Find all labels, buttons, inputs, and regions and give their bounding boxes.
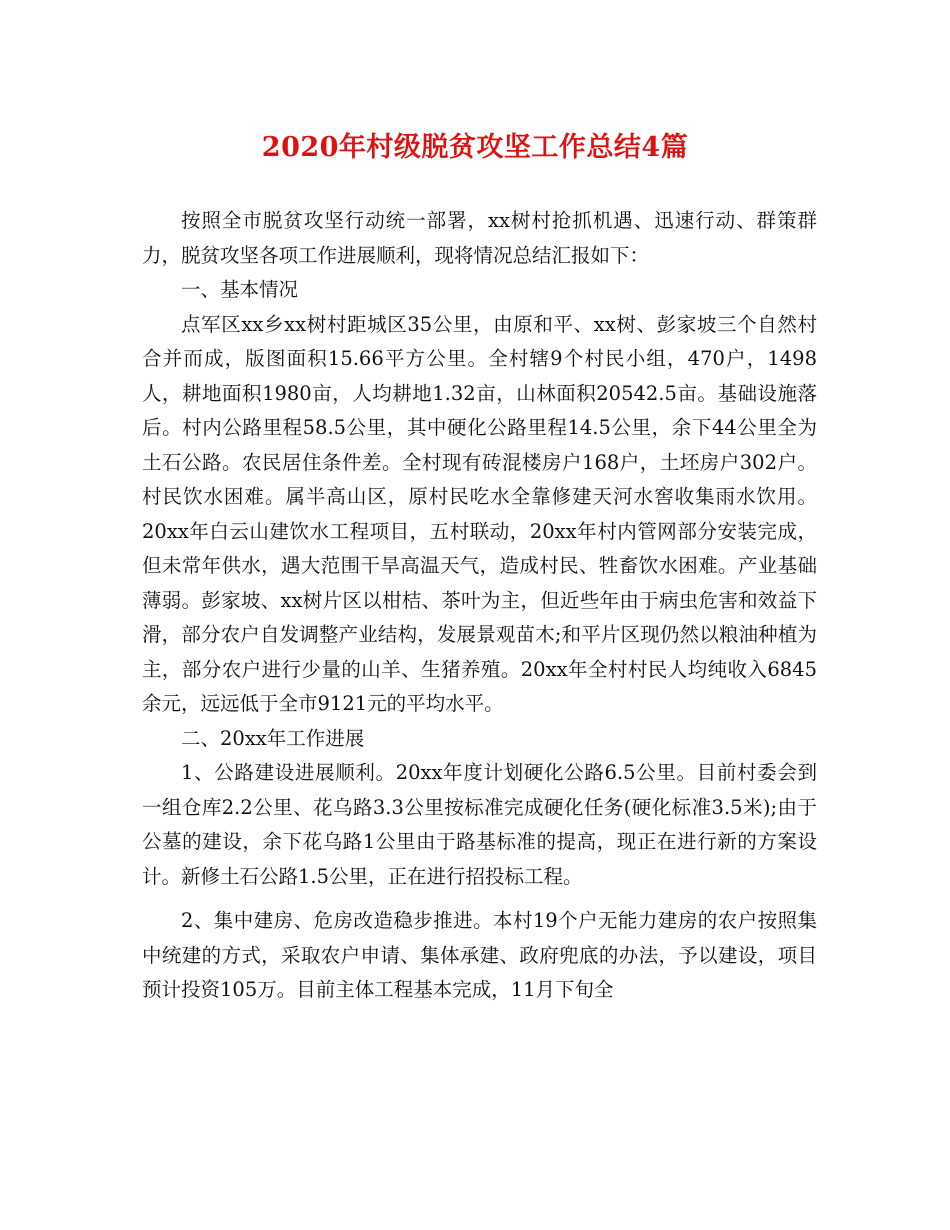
housing-paragraph: 2、集中建房、危房改造稳步推进。本村19个户无能力建房的农户按照集中统建的方式，采取农户申请、集体承建、政府兜底的办法，予以建设，项目预计投资105万。目前主体工程基本完成，11月下旬全 bbox=[142, 909, 817, 1001]
intro-paragraph: 按照全市脱贫攻坚行动统一部署，xx树村抢抓机遇、迅速行动、群策群力，脱贫攻坚各项工作进展顺利，现将情况总结汇报如下： bbox=[142, 209, 817, 267]
section-heading-basic-situation: 一、基本情况 bbox=[181, 278, 299, 301]
document-title: 2020年村级脱贫攻坚工作总结4篇 bbox=[261, 132, 689, 163]
document-body bbox=[142, 204, 817, 1008]
basic-situation-paragraph: 点军区xx乡xx树村距城区35公里，由原和平、xx树、彭家坡三个自然村合并而成，版图面积15.66平方公里。全村辖9个村民小组，470户，1498人，耕地面积1980亩，人均耕地1.32亩，山林面积20542.5亩。基础设施落后。村内公路里程58.5公里，其中硬化公路里程14.5公里，余下44公里全为土石公路。农民居住条件差。全村现有砖混楼房户168户，土坯房户302户。村民饮水困难。属半高山区，原村民吃水全靠修建天河水窖收集雨水饮用。20xx年白云山建饮水工程项目，五村联动，20xx年村内管网部分安装完成，但未常年供水，遇大范围干旱高温天气，造成村民、牲畜饮水困难。产业基础薄弱。彭家坡、xx树片区以柑桔、茶叶为主，但近些年由于病虫危害和效益下滑，部分农户自发调整产业结构，发展景观苗木;和平片区现仍然以粮油种植为主，部分农户进行少量的山羊、生猪养殖。20xx年全村村民人均纯收入6845余元，远远低于全市9121元的平均水平。 bbox=[142, 312, 817, 715]
road-construction-paragraph: 1、公路建设进展顺利。20xx年度计划硬化公路6.5公里。目前村委会到一组仓库2.2公里、花乌路3.3公里按标准完成硬化任务(硬化标准3.5米);由于公墓的建设，余下花乌路1公里由于路基标准的提高，现正在进行新的方案设计。新修土石公路1.5公里，正在进行招投标工程。 bbox=[142, 761, 817, 888]
section-heading-work-progress: 二、20xx年工作进展 bbox=[181, 726, 365, 750]
